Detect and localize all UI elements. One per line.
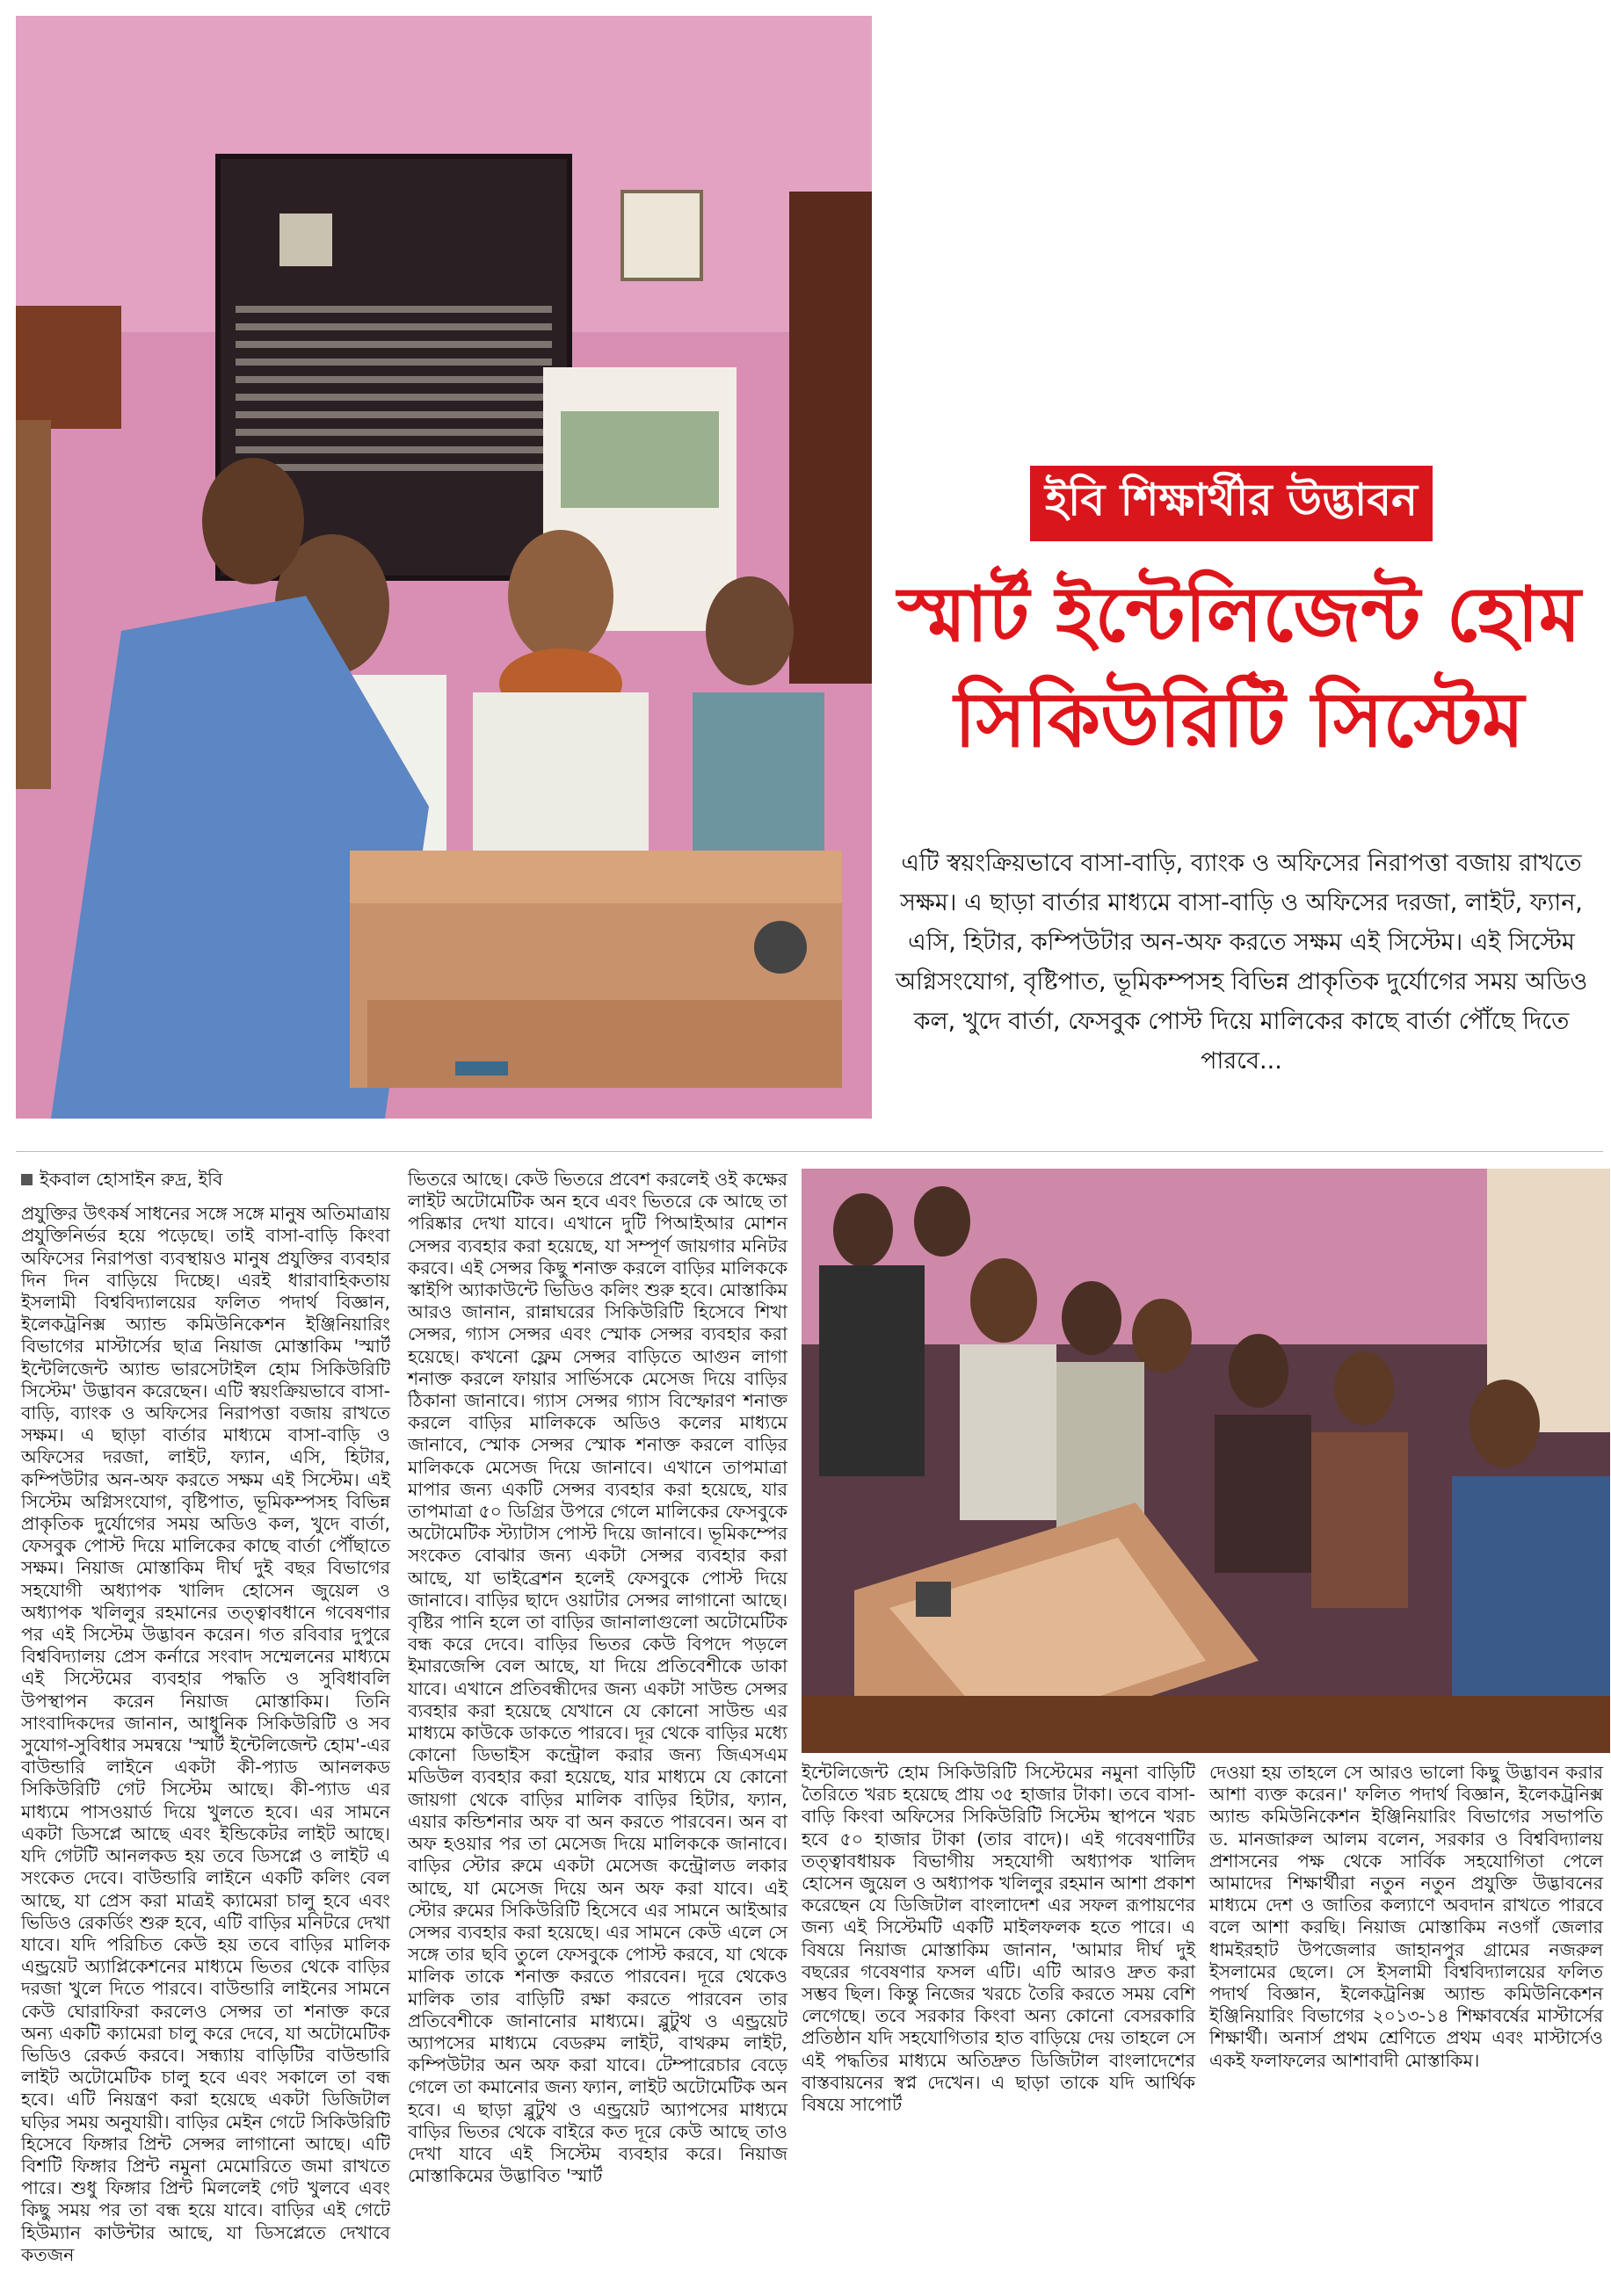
photo-students (802, 1169, 1610, 1753)
column-1-text: প্রযুক্তির উৎকর্ষ সাধনের সঙ্গে সঙ্গে মানুষ অতিমাত্রায় প্রযুক্তিনির্ভর হয়ে পড়েছে। তাই বাসা-বাড়ি কিংবা অফিসের নিরাপত্তা ব্যবস্থায়ও মানুষ প্রযুক্তির ব্যবহার দিন দিন বাড়িয়ে দিচ্ছে। এরই ধারাবাহিকতায় ইসলামী বিশ্ববিদ্যালয়ের ফলিত পদার্থ বিজ্ঞান, ইলেকট্রনিক্স অ্যান্ড কমিউনিকেশন ইঞ্জিনিয়ারিং বিভাগের মাস্টার্সের ছাত্র নিয়াজ মোস্তাকিম 'স্মার্ট ইন্টেলিজেন্ট অ্যান্ড ভারসেটাইল হোম সিকিউরিটি সিস্টেম' উদ্ভাবন করেছেন। এটি স্বয়ংক্রিয়ভাবে বাসা-বাড়ি, ব্যাংক ও অফিসের নিরাপত্তা বজায় রাখতে সক্ষম। এ ছাড়া বার্তার মাধ্যমে বাসা-বাড়ি ও অফিসের দরজা, লাইট, ফ্যান, এসি, হিটার, কম্পিউটার অন-অফ করতে সক্ষম এই সিস্টেম। এই সিস্টেম অগ্নিসংযোগ, বৃষ্টিপাত, ভূমিকম্পসহ বিভিন্ন প্রাকৃতিক দুর্যোগের সময় অডিও কল, খুদে বার্তা, ফেসবুক পোস্ট দিয়ে মালিকের কাছে বার্তা পৌঁছাতে সক্ষম। নিয়াজ মোস্তাকিম দীর্ঘ দুই বছর বিভাগের সহযোগী অধ্যাপক খালিদ হোসেন জুয়েল ও অধ্যাপক খলিলুর রহমানের তত্ত্বাবধানে গবেষণার পর এই সিস্টেম উদ্ভাবন করেন। গত রবিবার দুপুরে বিশ্ববিদ্যালয় প্রেস কর্নারে সংবাদ সম্মেলনের মাধ্যমে এই সিস্টেমের ব্যবহার পদ্ধতি ও সুবিধাবলি উপস্থাপন করেন নিয়াজ মোস্তাকিম। তিনি সাংবাদিকদের জানান, আধুনিক সিকিউরিটি ও সব সুযোগ-সুবিধার সমন্বয়ে 'স্মার্ট ইন্টেলিজেন্ট হোম'-এর বাউন্ডারি লাইনে একটা কী-প্যাড আনলকড সিকিউরিটি গেট সিস্টেম আছে। কী-প্যাড এর মাধ্যমে পাসওয়ার্ড দিয়ে খুলতে হবে। এর সামনে একটা ডিসপ্লে আছে এবং ইন্ডিকেটর লাইট আছে। যদি গেটটি আনলকড হয় তবে ডিসপ্লে ও লাইট এ সংকেত দেবে। বাউন্ডারি লাইনে একটি কলিং বেল আছে, যা প্রেস করা মাত্রই ক্যামেরা চালু হবে এবং ভিডিও রেকর্ডিং শুরু হবে, এটি বাড়ির মনিটরে দেখা যাবে। যদি পরিচিত কেউ হয় তবে বাড়ির মালিক এন্ড্রয়েট অ্যাপ্লিকেশনের মাধ্যমে ভিতর থেকে বাড়ির দরজা খুলে দিতে পারবে। বাউন্ডারি লাইনের সামনে কেউ ঘোরাফিরা করলেও সেন্সর তা শনাক্ত করে অন্য একটি ক্যামেরা চালু করে দেবে, যা অটোমেটিক ভিডিও রেকর্ড করবে। সন্ধ্যায় বাড়িটির বাউন্ডারি লাইট অটোমেটিক চালু হবে এবং সকালে তা বন্ধ হবে। এটি নিয়ন্ত্রণ করা হয়েছে একটা ডিজিটাল ঘড়ির সময় অনুযায়ী। বাড়ির মেইন গেটে সিকিউরিটি হিসেবে ফিঙ্গার প্রিন্ট সেন্সর লাগানো আছে। এটি বিশটি ফিঙ্গার প্রিন্ট নমুনা মেমোরিতে জমা রাখতে পারে। শুধু ফিঙ্গার প্রিন্ট মিললেই গেট খুলবে এবং কিছু সময় পর তা বন্ধ হয়ে যাবে। বাড়ির এই গেটে হিউম্যান কাউন্টার আছে, যা ডিসপ্লেতে দেখাবে কতজন (21, 1203, 390, 2265)
intro-summary: এটি স্বয়ংক্রিয়ভাবে বাসা-বাড়ি, ব্যাংক ও অফিসের নিরাপত্তা বজায় রাখতে সক্ষম। এ ছাড়া বার্তার মাধ্যমে বাসা-বাড়ি ও অফিসের দরজা, লাইট, ফ্যান, এসি, হিটার, কম্পিউটার অন-অফ করতে সক্ষম এই সিস্টেম। এই সিস্টেম অগ্নিসংযোগ, বৃষ্টিপাত, ভূমিকম্পসহ বিভিন্ন প্রাকৃতিক দুর্যোগের সময় অডিও কল, খুদে বার্তা, ফেসবুক পোস্ট দিয়ে মালিকের কাছে বার্তা পৌঁছে দিতে পারবে... (895, 850, 1588, 1075)
byline-text: ইকবাল হোসাইন রুদ্র, ইবি (40, 1169, 223, 1190)
kicker-text: ইবি শিক্ষার্থীর উদ্ভাবন (1045, 474, 1418, 525)
byline (21, 1169, 390, 1191)
column-3-text: ইন্টেলিজেন্ট হোম সিকিউরিটি সিস্টেমের নমুনা বাড়িটি তৈরিতে খরচ হয়েছে প্রায় ৩৫ হাজার টাকা। তবে বাসা-বাড়ি কিংবা অফিসের সিকিউরিটি সিস্টেম স্থাপনে খরচ হবে ৫০ হাজার টাকা (তার বাদে)। এই গবেষণাটির তত্ত্বাবধায়ক বিভাগীয় সহযোগী অধ্যাপক খালিদ হোসেন জুয়েল ও অধ্যাপক খলিলুর রহমান আশা প্রকাশ করেছেন যে ডিজিটাল বাংলাদেশ এর সফল রূপায়ণের জন্য এই সিস্টেমটি একটি মাইলফলক হতে পারে। এ বিষয়ে নিয়াজ মোস্তাকিম জানান, 'আমার দীর্ঘ দুই বছরের গবেষণার ফসল এটি। এটি আরও দ্রুত করা সম্ভব ছিল। কিন্তু নিজের খরচে তৈরি করতে সময় বেশি লেগেছে। তবে সরকার কিংবা অন্য কোনো বেসরকারি প্রতিষ্ঠান যদি সহযোগিতার হাত বাড়িয়ে দেয় তাহলে সে এই পদ্ধতির মাধ্যমে অতিদ্রুত ডিজিটাল বাংলাদেশের বাস্তবায়নের স্বপ্ন দেখেন। এ ছাড়া তাকে যদি আর্থিক বিষয়ে সাপোর্ট (802, 1762, 1195, 2116)
column-2-text: ভিতরে আছে। কেউ ভিতরে প্রবেশ করলেই ওই কক্ষের লাইট অটোমেটিক অন হবে এবং ভিতরে কে আছে তা পরিষ্কার দেখা যাবে। এখানে দুটি পিআইআর মোশন সেন্সর ব্যবহার করা হয়েছে, যা সম্পূর্ণ জায়গার মনিটর করবে। এই সেন্সর কিছু শনাক্ত করলে বাড়ির মালিককে স্কাইপি অ্যাকাউন্টে ভিডিও কলিং শুরু হবে। মোস্তাকিম আরও জানান, রান্নাঘরের সিকিউরিটি হিসেবে শিখা সেন্সর, গ্যাস সেন্সর এবং স্মোক সেন্সর ব্যবহার করা হয়েছে। কখনো ফ্লেম সেন্সর বাড়িতে আগুন লাগা শনাক্ত করলে ফায়ার সার্ভিসকে মেসেজ দিয়ে বাড়ির ঠিকানা জানাবে। গ্যাস সেন্সর গ্যাস বিস্ফোরণ শনাক্ত করলে বাড়ির মালিককে অডিও কলের মাধ্যমে জানাবে, স্মোক সেন্সর স্মোক শনাক্ত করলে বাড়ির মালিককে মেসেজ দিয়ে জানাবে। এখানে তাপমাত্রা মাপার জন্য একটি সেন্সর ব্যবহার করা হয়েছে, যার তাপমাত্রা ৫০ ডিগ্রির উপরে গেলে মালিকের ফেসবুকে অটোমেটিক স্ট্যাটাস পোস্ট দিয়ে জানাবে। ভূমিকম্পের সংকেত বোঝার জন্য একটা সেন্সর ব্যবহার করা আছে, যা ভাইব্রেশন হলেই ফেসবুকে পোস্ট দিয়ে জানাবে। বাড়ির ছাদে ওয়াটার সেন্সর লাগানো আছে। বৃষ্টির পানি হলে তা বাড়ির জানালাগুলো অটোমেটিক বন্ধ করে দেবে। বাড়ির ভিতর কেউ বিপদে পড়লে ইমারজেন্সি বেল আছে, যা দিয়ে প্রতিবেশীকে ডাকা যাবে। এখানে প্রতিবন্ধীদের জন্য একটা সাউন্ড সেন্সর ব্যবহার করা হয়েছে যেখানে যে কোনো সাউন্ড এর মাধ্যমে কাউকে ডাকতে পারবে। দূর থেকে বাড়ির মধ্যে কোনো ডিভাইস কন্ট্রোল করার জন্য জিএসএম মডিউল ব্যবহার করা হয়েছে, যার মাধ্যমে যে কোনো জায়গা থেকে বাড়ির মালিক বাড়ির হিটার, ফ্যান, এয়ার কন্ডিশনার অফ বা অন করতে পারবেন। অন বা অফ হওয়ার পর তা মেসেজ দিয়ে মালিককে জানাবে। বাড়ির স্টোর রুমে একটা মেসেজ কন্ট্রোলড লকার আছে, যা মেসেজ দিয়ে অন অফ করা যাবে। এই স্টোর রুমের সিকিউরিটি হিসেবে এর সামনে আইআর সেন্সর ব্যবহার করা হয়েছে। এর সামনে কেউ এলে সে সঙ্গে তার ছবি তুলে ফেসবুকে পোস্ট করবে, যা থেকে মালিক তাকে শনাক্ত করতে পারবেন। দূরে থেকেও মালিক তার বাড়িটি রক্ষা করতে পারবেন তার প্রতিবেশীকে জানানোর মাধ্যমে। ব্লুটুথ ও এন্ড্রয়েট অ্যাপসের মাধ্যমে বেডরুম লাইট, বাথরুম লাইট, কম্পিউটার অন অফ করা যাবে। টেম্পারেচার বেড়ে গেলে তা কমানোর জন্য ফ্যান, লাইট অটোমেটিক অন হবে। এ ছাড়া ব্লুটুথ ও এন্ড্রয়েট অ্যাপসের মাধ্যমে বাড়ির ভিতর থেকে বাইরে কত দূরে কেউ আছে তাও দেখা যাবে এই সিস্টেম ব্যবহার করে। নিয়াজ মোস্তাকিমের উদ্ভাবিত 'স্মার্ট (408, 1169, 787, 2187)
headline-line-1: স্মার্ট ইন্টেলিজেন্ট হোম (897, 571, 1581, 659)
column-4-text: দেওয়া হয় তাহলে সে আরও ভালো কিছু উদ্ভাবন করার আশা ব্যক্ত করেন।' ফলিত পদার্থ বিজ্ঞান, ইলেকট্রনিক্স অ্যান্ড কমিউনিকেশন ইঞ্জিনিয়ারিং বিভাগের সভাপতি ড. মানজারুল আলম বলেন, সরকার ও বিশ্ববিদ্যালয় প্রশাসনের পক্ষ থেকে সার্বিক সহযোগিতা পেলে আমাদের শিক্ষার্থীরা নতুন নতুন প্রযুক্তি উদ্ভাবনের মাধ্যমে দেশ ও জাতির কল্যাণে অবদান রাখতে পারবে বলে আশা করছি। নিয়াজ মোস্তাকিম নওগাঁ জেলার ধামইরহাট উপজেলার জাহানপুর গ্রামের নজরুল ইসলামের ছেলে। সে ইসলামী বিশ্ববিদ্যালয়ের ফলিত পদার্থ বিজ্ঞান, ইলেকট্রনিক্স অ্যান্ড কমিউনিকেশন ইঞ্জিনিয়ারিং বিভাগের ২০১৩-১৪ শিক্ষাবর্ষের মাস্টার্সের শিক্ষার্থী। অনার্স প্রথম শ্রেণিতে প্রথম এবং মাস্টার্সেও একই ফলাফলের আশাবাদী মোস্তাকিম। (1209, 1762, 1603, 2071)
article-column-3 (802, 1762, 1195, 2116)
kicker-banner (1030, 466, 1433, 541)
article-column-1 (21, 1169, 390, 2266)
section-divider (16, 1151, 1603, 1152)
byline-square-icon (21, 1174, 33, 1185)
article-column-4 (1209, 1762, 1603, 2072)
article-column-2 (408, 1169, 787, 2187)
photo-presentation (16, 16, 872, 1119)
headline (879, 562, 1600, 773)
headline-line-2: সিকিউরিটি সিস্টেম (954, 677, 1525, 764)
